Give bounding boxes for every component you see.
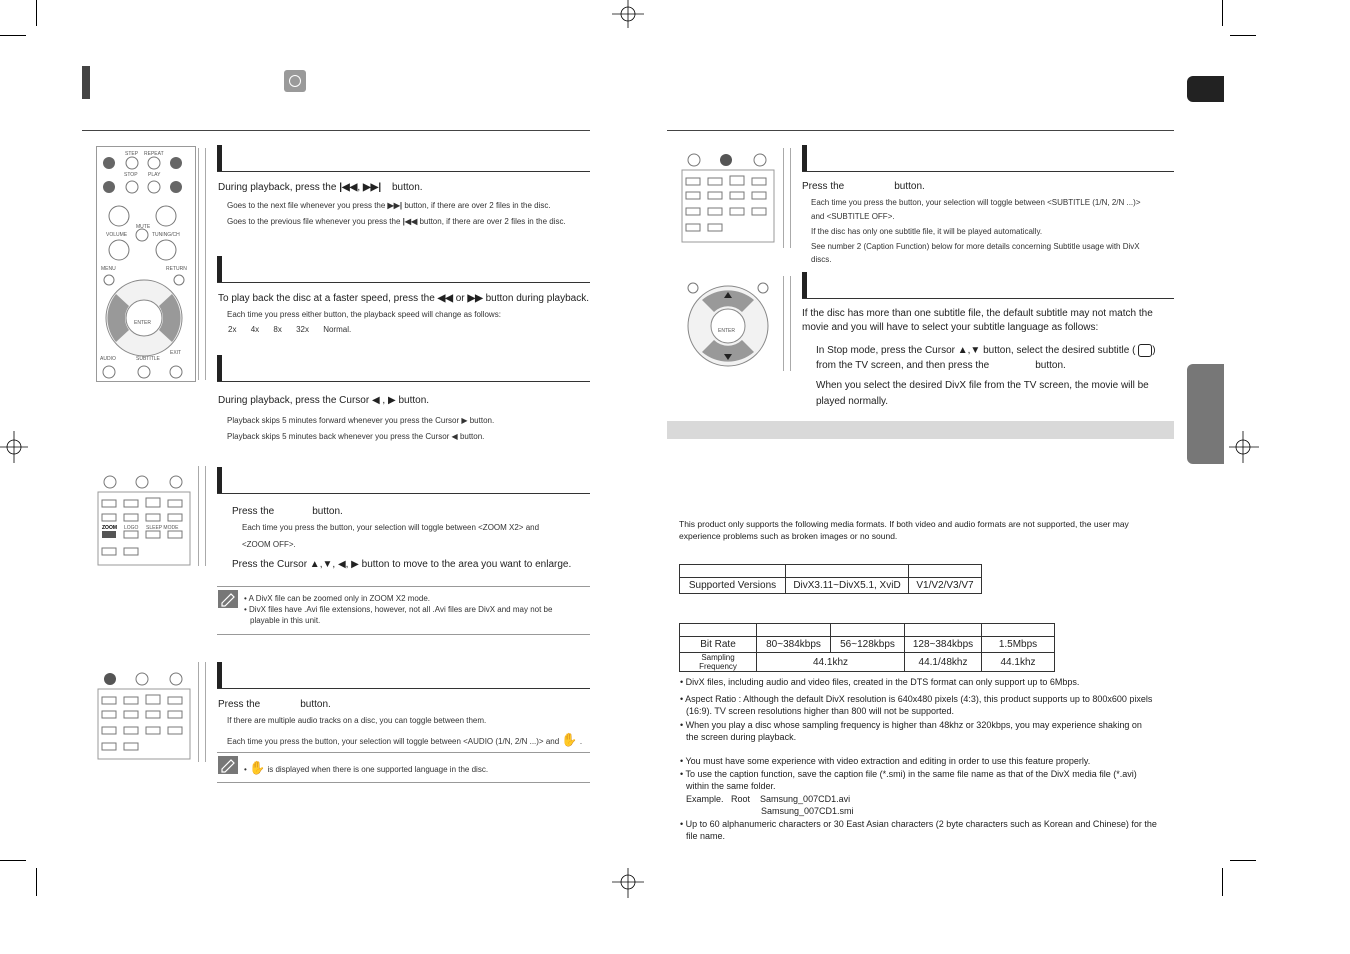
svg-text:REPEAT: REPEAT: [144, 151, 164, 157]
remote-control-image: [96, 470, 192, 566]
svg-text:STOP: STOP: [124, 172, 138, 178]
crop-mark: [36, 0, 37, 26]
subtitle-instruction: Press the button.: [802, 181, 925, 192]
zoom-step: Press the Cursor ▲,▼, ◀, ▶ button to move to the area you want to enlarge.: [232, 559, 572, 570]
audio-tip: • ✋ is displayed when there is one supported language in the disc.: [244, 760, 489, 775]
svg-text:VOLUME: VOLUME: [106, 232, 128, 238]
skip5-instruction: During playback, press the Cursor ◀ , ▶ button.: [218, 395, 430, 406]
remote-control-image: [96, 665, 192, 761]
zoom-step: Press the button.: [232, 506, 343, 517]
svg-text:RETURN: RETURN: [166, 266, 187, 272]
divider: [217, 752, 590, 753]
svg-text:ENTER: ENTER: [718, 328, 735, 334]
title-bar-accent: [82, 66, 90, 99]
crop-mark: [1222, 868, 1223, 896]
crop-mark: [1222, 0, 1223, 26]
section-banner: [667, 421, 1174, 439]
svg-text:MENU: MENU: [101, 266, 116, 272]
zoom-tip: • DivX files have .Avi file extensions, however, not all .Avi files are DivX and may not be: [244, 605, 553, 614]
zoom-tip: playable in this unit.: [250, 616, 321, 625]
formats-intro: This product only supports the following media formats. If both video and audio formats are not supported, the user may: [679, 519, 1129, 529]
subtitle-note: If the disc has only one subtitle file, it will be played automatically.: [811, 227, 1043, 236]
svg-text:AUDIO: AUDIO: [100, 356, 116, 362]
hand-icon: ✋: [561, 732, 578, 747]
subtitle-note: Each time you press the button, your selection will toggle between <SUBTITLE (1/N, 2/N ...)>: [811, 198, 1141, 207]
divider: [198, 466, 199, 566]
section-header-skip5: [217, 355, 590, 382]
fast-note: Each time you press either button, the playback speed will change as follows:: [227, 310, 501, 319]
section-header-subtitle: [802, 145, 1174, 172]
disc-badge-icon: [284, 70, 306, 92]
skip-note: Goes to the next file whenever you press the ▶▶| button, if there are over 2 files in the disc.: [227, 201, 551, 210]
divider: [217, 634, 590, 635]
note-icon: [218, 756, 238, 774]
svg-text:PLAY: PLAY: [148, 172, 161, 178]
crop-mark: [1230, 860, 1256, 861]
divider: [205, 148, 206, 380]
audio-note: If there are multiple audio tracks on a disc, you can toggle between them.: [227, 716, 487, 725]
subtitle-note: and <SUBTITLE OFF>.: [811, 212, 895, 221]
remote-control-image: [680, 146, 776, 244]
divider: [217, 782, 590, 783]
registration-mark: [1227, 431, 1259, 463]
divider: [198, 662, 199, 762]
table-row: [680, 624, 1055, 637]
svg-text:TUNING/CH: TUNING/CH: [152, 232, 180, 238]
audio-format-table: [679, 623, 1055, 672]
divider: [790, 148, 791, 248]
subtitle-note: discs.: [811, 255, 832, 264]
divider: [82, 130, 590, 131]
note-icon: [218, 590, 238, 608]
section-header-zoom: [217, 467, 590, 494]
skip5-note: Playback skips 5 minutes back whenever you press the Cursor ◀ button.: [227, 432, 485, 441]
hand-icon: ✋: [249, 760, 266, 775]
zoom-note: Each time you press the button, your selection will toggle between <ZOOM X2> and: [242, 523, 540, 532]
caption-notes: • You must have some experience with video extraction and editing in order to use this feature properly. • To use the caption function, save the caption file (*.smi) in the same file name as that of the DivX media file (*.avi) within the same folder. Example. Root Samsung_007CD1.avi Samsung_007CD1.smi • Up to 60 alphanumeric characters or 30 East Asian characters (2 byte characters such as Korean and Chinese) for the file name.: [680, 756, 1157, 841]
audio-instruction: Press the button.: [218, 699, 331, 710]
audio-note: Each time you press the button, your selection will toggle between <AUDIO (1/N, 2/N ...)> and ✋ .: [227, 732, 583, 747]
crop-mark: [0, 860, 26, 861]
registration-mark: [612, 0, 644, 32]
svg-text:EXIT: EXIT: [170, 350, 182, 356]
zoom-tip: • A DivX file can be zoomed only in ZOOM X2 mode.: [244, 594, 430, 603]
format-notes: • DivX files, including audio and video files, created in the DTS format can only support up to 6Mbps. • Aspect Ratio : Although the default DivX resolution is 640x480 pixels (4:3), this product supports up to 800x600 pixels (16:9). TV screen resolutions higher than 800 will not be supported. • When you play a disc whose sampling frequency is higher than 48khz or 320kbps, you may experience shaking on the screen during playback.: [680, 677, 1153, 742]
skip5-note: Playback skips 5 minutes forward whenever you press the Cursor ▶ button.: [227, 416, 495, 425]
table-row: [680, 565, 982, 578]
svg-text:MUTE: MUTE: [136, 224, 151, 230]
remote-control-image: [680, 274, 776, 370]
language-paragraph: If the disc has more than one subtitle file, the default subtitle may not match the: [802, 308, 1153, 319]
divider: [205, 662, 206, 762]
section-header-audio: [217, 662, 590, 689]
divider: [205, 466, 206, 566]
language-step: In Stop mode, press the Cursor ▲,▼ button, select the desired subtitle ( ): [816, 345, 1156, 357]
section-header-fast: [217, 256, 590, 283]
svg-text:SLEEP MODE: SLEEP MODE: [146, 525, 179, 531]
registration-mark: [0, 431, 32, 463]
language-step: played normally.: [816, 396, 889, 407]
language-step: from the TV screen, and then press the button.: [816, 360, 1066, 371]
subtitle-icon: [1138, 344, 1152, 357]
zoom-note: <ZOOM OFF>.: [242, 540, 296, 549]
chapter-tab: [1187, 364, 1224, 464]
svg-text:LOGO: LOGO: [124, 525, 139, 531]
divider: [783, 276, 784, 371]
remote-control-image: [96, 146, 196, 382]
skip-instruction: During playback, press the |◀◀, ▶▶| button.: [218, 182, 423, 193]
table-row: Supported Versions DivX3.11~DivX5.1, XviD V1/V2/V3/V7: [680, 578, 982, 594]
skip-note: Goes to the previous file whenever you press the |◀◀ button, if there are over 2 files in the disc.: [227, 217, 566, 226]
table-row: Sampling Frequency 44.1khz 44.1/48khz 44.1khz: [680, 653, 1055, 672]
language-paragraph: movie and you will have to select your subtitle language as follows:: [802, 322, 1099, 333]
section-header-skip: [217, 145, 590, 172]
page-tab: [1187, 76, 1224, 102]
language-step: When you select the desired DivX file from the TV screen, the movie will be: [816, 380, 1149, 391]
fast-instruction: To play back the disc at a faster speed, press the ◀◀ or ▶▶ button during playback.: [218, 293, 590, 304]
svg-text:ENTER: ENTER: [134, 320, 151, 326]
remote-step-label: STEP: [125, 151, 139, 157]
divider: [198, 148, 199, 380]
svg-text:ZOOM: ZOOM: [102, 525, 117, 531]
crop-mark: [0, 35, 26, 36]
video-format-table: [679, 564, 982, 594]
subtitle-note: See number 2 (Caption Function) below for more details concerning Subtitle usage with DivX: [811, 242, 1140, 251]
speed-list: 2x 4x 8x 32x Normal.: [228, 325, 352, 334]
crop-mark: [36, 868, 37, 896]
formats-intro: experience problems such as broken images or no sound.: [679, 531, 898, 541]
svg-text:SUBTITLE: SUBTITLE: [136, 356, 160, 362]
section-header-language: [802, 272, 1174, 299]
registration-mark: [612, 866, 644, 898]
divider: [217, 586, 590, 587]
table-row: Bit Rate 80~384kbps 56~128kbps 128~384kbps 1.5Mbps: [680, 637, 1055, 653]
divider: [667, 130, 1174, 131]
divider: [790, 276, 791, 371]
crop-mark: [1230, 35, 1256, 36]
divider: [783, 148, 784, 248]
